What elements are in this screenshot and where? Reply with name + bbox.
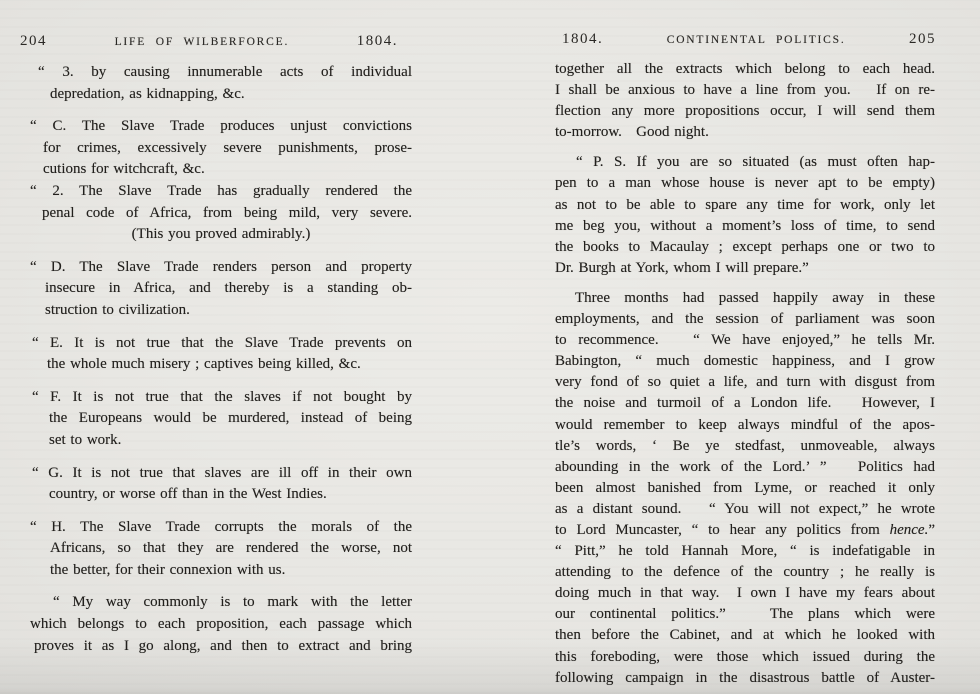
text-line: the whole much misery ; captives being killed, &c. xyxy=(47,356,361,373)
text-line: would remember to keep always mindful of the apos- xyxy=(555,416,935,433)
text-line: the books to Macaulay ; except perhaps one or two to xyxy=(555,238,935,255)
left-page-text xyxy=(30,62,412,657)
text-line: very fond of so quiet a life, and turn with disgust from xyxy=(555,374,935,391)
text-line: employments, and the session of parliament was soon xyxy=(555,311,935,328)
right-page-header xyxy=(562,31,936,48)
text-line: insecure in Africa, and thereby is a standing ob- xyxy=(45,280,412,297)
paragraph xyxy=(30,333,412,376)
text-line: as not to be able to spare any time for work, only let xyxy=(555,196,935,213)
text-line: “ My way commonly is to mark with the letter xyxy=(53,594,412,611)
text-line: our continental politics.” The plans which were xyxy=(555,606,935,623)
text-line: “ P. S. If you are so situated (as must often hap- xyxy=(576,154,935,171)
text-line: the noise and turmoil of a London life. However, I xyxy=(555,395,935,412)
text-line: the Europeans would be murdered, instead of being xyxy=(49,410,412,427)
running-title: CONTINENTAL POLITICS. xyxy=(666,34,846,46)
text-line: to Lord Muncaster, “ to hear any politics from hence.” xyxy=(555,521,935,538)
text-line: (This you proved admirably.) xyxy=(131,226,311,243)
text-line: “ F. It is not true that the slaves if not bought by xyxy=(32,388,412,405)
text-line: to-morrow. Good night. xyxy=(555,124,709,141)
text-line: I shall be anxious to have a line from you. If on re- xyxy=(555,82,935,99)
text-line: as a distant sound. “ You will not expect,” he wrote xyxy=(555,500,935,517)
text-line: which belongs to each proposition, each passage which xyxy=(30,616,412,633)
paragraph xyxy=(555,152,935,279)
page-number: 204 xyxy=(20,33,47,49)
text-line: “ D. The Slave Trade renders person and property xyxy=(30,258,412,275)
text-line: depredation, as kidnapping, &c. xyxy=(50,85,245,102)
paragraph xyxy=(555,59,935,143)
text-line: struction to civilization. xyxy=(45,301,190,318)
text-line: country, or worse off than in the West Indies. xyxy=(49,486,327,503)
text-line: Africans, so that they are rendered the worse, not xyxy=(50,540,412,557)
text-line: been almost banished from Lyme, or reached it only xyxy=(555,479,935,496)
text-line: Babington, “ much domestic happiness, and I grow xyxy=(555,353,935,370)
text-line: Dr. Burgh at York, whom I will prepare.” xyxy=(555,259,809,276)
text-line: flection any more propositions occur, I will send them xyxy=(555,103,935,120)
text-line: penal code of Africa, from being mild, very severe. xyxy=(42,204,412,221)
paragraph xyxy=(30,257,412,322)
text-line: following campaign in the disastrous battle of Auster- xyxy=(555,669,935,686)
left-page-header xyxy=(20,33,398,50)
running-title: LIFE OF WILBERFORCE. xyxy=(114,36,290,48)
text-line: “ 2. The Slave Trade has gradually rendered the xyxy=(30,182,412,199)
text-line: doing much in that way. I own I have my fears about xyxy=(555,585,935,602)
text-line: “ H. The Slave Trade corrupts the morals of the xyxy=(30,518,412,535)
text-line: “ G. It is not true that slaves are ill off in their own xyxy=(32,464,412,481)
text-line: to recommence. “ We have enjoyed,” he tells Mr. xyxy=(555,332,935,349)
text-line: “ Pitt,” he told Hannah More, “ is indefatigable in xyxy=(555,543,935,560)
paragraph xyxy=(30,463,412,506)
text-line: attending to the defence of the country ; he really is xyxy=(555,564,935,581)
text-line: for crimes, excessively severe punishments, prose- xyxy=(43,139,412,156)
right-page-text xyxy=(555,59,935,689)
left-page xyxy=(0,0,470,694)
text-line: then before the Cabinet, and at which he looked with xyxy=(555,627,935,644)
paragraph xyxy=(30,62,412,105)
text-line: “ C. The Slave Trade produces unjust convictions xyxy=(30,118,412,135)
text-line: together all the extracts which belong to each head. xyxy=(555,61,935,77)
paragraph xyxy=(30,517,412,582)
text-line: Three months had passed happily away in these xyxy=(575,289,935,306)
text-line: me beg you, without a moment’s loss of time, to send xyxy=(555,217,935,234)
page-number: 205 xyxy=(909,31,936,47)
year-label: 1804. xyxy=(356,33,398,49)
text-line: tle’s words, ‘ Be ye stedfast, unmoveable, always xyxy=(555,437,935,454)
paragraph xyxy=(30,592,412,657)
text-line: this foreboding, were those which issued during the xyxy=(555,648,935,665)
text-line: pen to a man whose house is never apt to be empty) xyxy=(555,175,935,192)
text-line: “ E. It is not true that the Slave Trade prevents on xyxy=(32,334,412,351)
paragraph xyxy=(30,387,412,452)
text-line: proves it as I go along, and then to extract and bring xyxy=(34,637,412,654)
paragraph xyxy=(555,288,935,689)
text-line: set to work. xyxy=(49,431,122,448)
right-page xyxy=(490,0,980,694)
text-line: “ 3. by causing innumerable acts of individual xyxy=(38,64,412,80)
text-line: the better, for their connexion with us. xyxy=(50,561,286,578)
year-label: 1804. xyxy=(562,31,604,47)
text-line: cutions for witchcraft, &c. xyxy=(43,161,205,178)
text-line: abounding in the work of the Lord.’ ” Politics had xyxy=(555,458,935,475)
paragraph xyxy=(30,116,412,246)
